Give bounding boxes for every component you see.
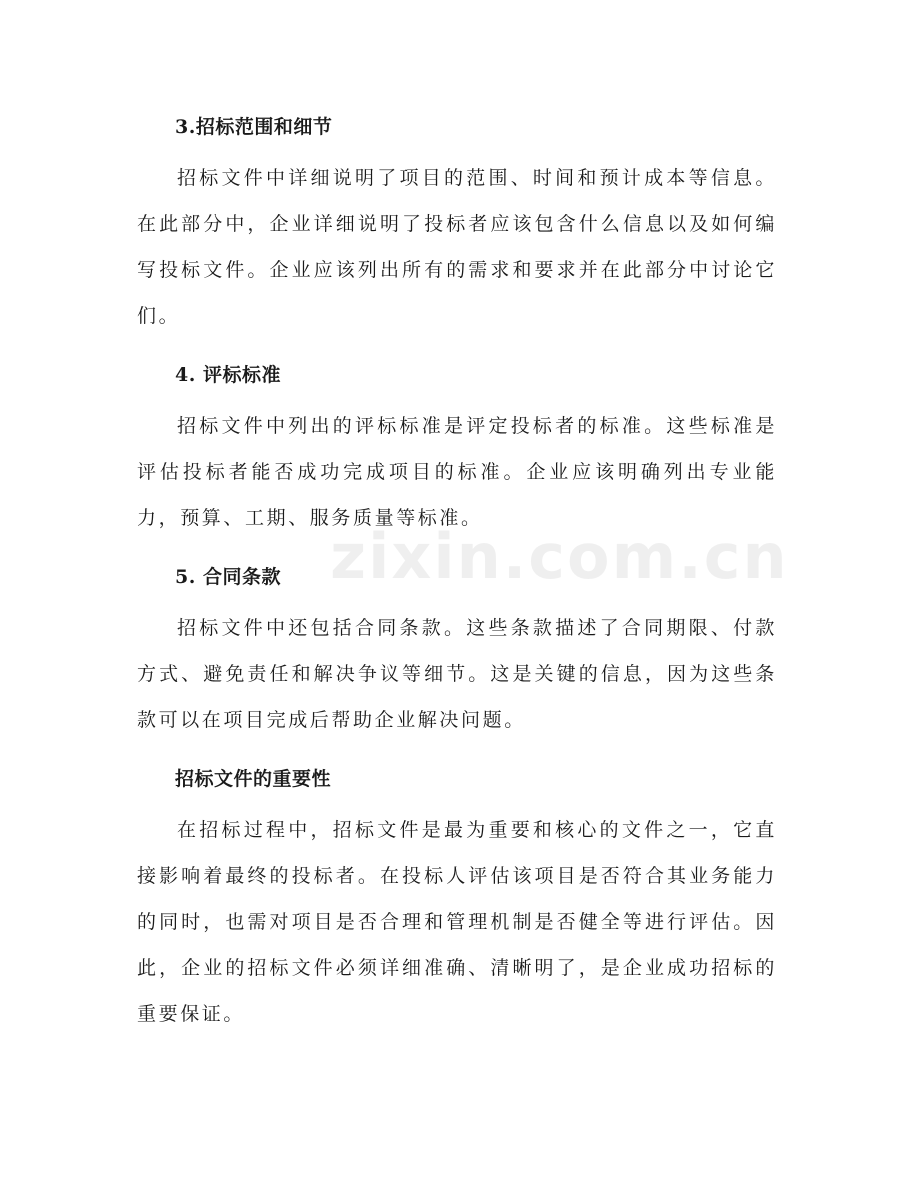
section-heading-importance: 招标文件的重要性 [175, 768, 332, 790]
section-paragraph-importance: 在招标过程中，招标文件是最为重要和核心的文件之一，它直接影响着最终的投标者。在投标人评估该项目是否符合其业务能力的同时，也需对项目是否合理和管理机制是否健全等进行评估。因此，企业的招标文件必须详细准确、清晰明了，是企业成功招标的重要保证。 [137, 819, 777, 1025]
section-heading-scope: 3.招标范围和细节 [175, 116, 333, 138]
section-paragraph-scope: 招标文件中详细说明了项目的范围、时间和预计成本等信息。在此部分中，企业详细说明了投标者应该包含什么信息以及如何编写投标文件。企业应该列出所有的需求和要求并在此部分中讨论它们。 [137, 167, 777, 327]
section-paragraph-criteria: 招标文件中列出的评标标准是评定投标者的标准。这些标准是评估投标者能否成功完成项目的标准。企业应该明确列出专业能力，预算、工期、服务质量等标准。 [137, 415, 777, 529]
watermark: zixin.com.cn [330, 520, 789, 593]
document-body [137, 107, 777, 1037]
section-paragraph-contract: 招标文件中还包括合同条款。这些条款描述了合同期限、付款方式、避免责任和解决争议等细节。这是关键的信息，因为这些条款可以在项目完成后帮助企业解决问题。 [137, 617, 777, 731]
section-heading-criteria: 4. 评标标准 [175, 364, 281, 386]
section-heading-contract: 5. 合同条款 [175, 566, 281, 588]
